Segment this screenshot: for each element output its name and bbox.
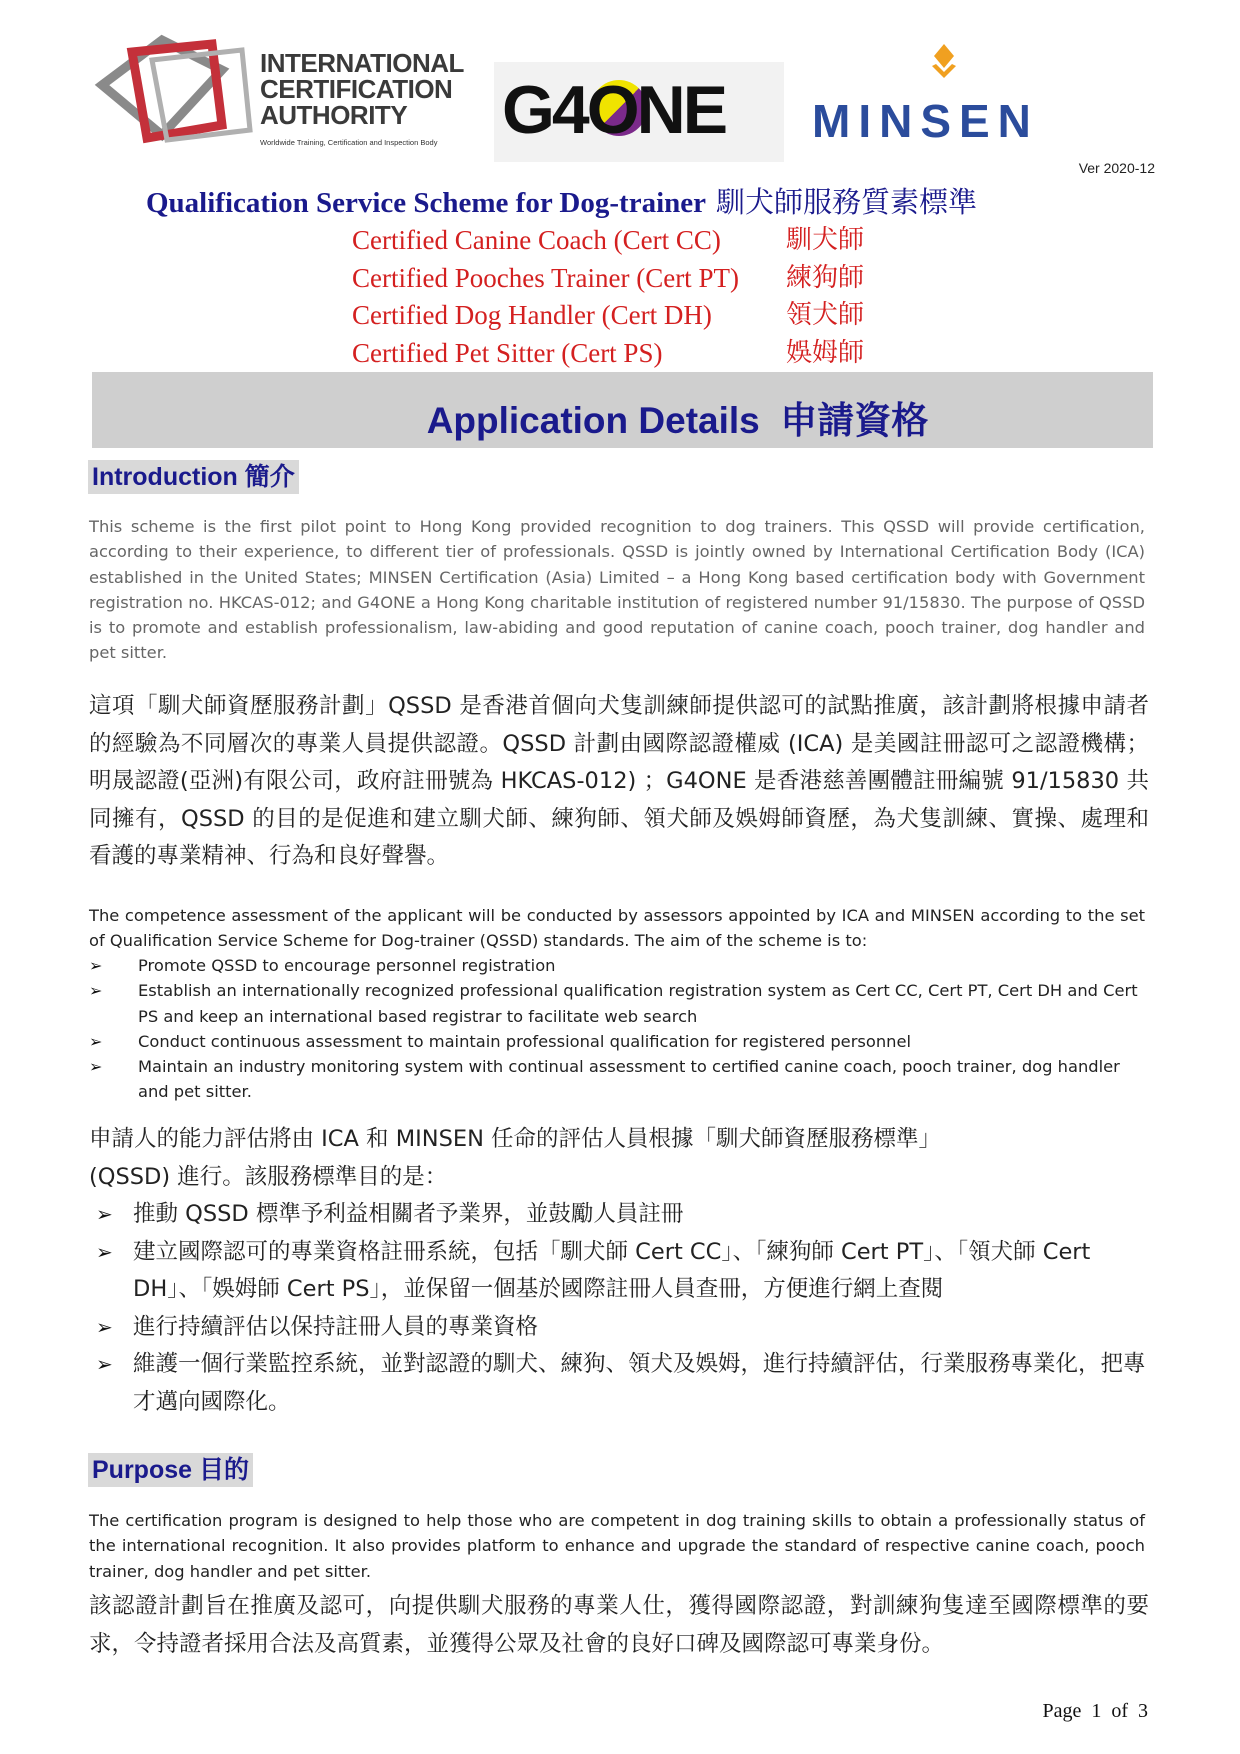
purpose-heading: Purpose 目的 xyxy=(88,1453,253,1487)
list-item-text: Conduct continuous assessment to maintain professional qualification for registered personnel xyxy=(138,1031,912,1051)
arrow-bullet-icon: ➢ xyxy=(89,956,103,975)
application-details-banner xyxy=(92,372,1153,448)
arrow-bullet-icon: ➢ xyxy=(89,1057,103,1077)
list-item xyxy=(89,978,1149,1029)
list-item-text: 維護一個行業監控系統，並對認證的馴犬、練狗、領犬及娛姆，進行持續評估，行業服務專業化，把專才邁向國際化。 xyxy=(133,1351,1146,1415)
cert-row xyxy=(352,297,864,335)
banner-title: Application Details 申請資格 xyxy=(426,400,929,441)
cert-name-zh: 娛姆師 xyxy=(786,337,865,368)
cert-name-en: Certified Canine Coach (Cert CC) xyxy=(352,225,721,255)
list-item-text: 推動 QSSD 標準予利益相關者予業界，並鼓勵人員註冊 xyxy=(133,1201,684,1227)
list-item xyxy=(96,1346,1154,1421)
list-item xyxy=(89,953,1149,978)
minsen-diamond-icon xyxy=(924,42,964,82)
assessment-zh-line-1: 申請人的能力評估將由 ICA 和 MINSEN 任命的評估人員根據「馴犬師資歷服務標準」 xyxy=(89,1126,942,1152)
aims-list-en xyxy=(89,953,1149,1105)
arrow-bullet-icon: ➢ xyxy=(96,1352,113,1376)
list-item xyxy=(96,1309,1154,1347)
version-label: Ver 2020-12 xyxy=(1078,160,1155,176)
arrow-bullet-icon: ➢ xyxy=(89,1031,103,1051)
list-item-text: Establish an internationally recognized professional qualification registration system as Cert CC, Cert PT, Cert DH and Cert PS and keep an international based registrar to facilitate web search xyxy=(138,981,1138,1026)
arrow-bullet-icon: ➢ xyxy=(89,981,103,1001)
cert-row xyxy=(352,222,864,260)
minsen-logo xyxy=(812,42,1152,152)
g4one-logo xyxy=(494,62,784,162)
ica-tagline: Worldwide Training, Certification and Inspection Body xyxy=(260,138,438,147)
list-item xyxy=(96,1196,1154,1234)
ica-line-2: CERTIFICATION xyxy=(260,74,453,104)
g4one-logo-text: G4ONE xyxy=(502,72,726,148)
cert-name-zh: 練狗師 xyxy=(786,262,865,293)
list-item-text: 建立國際認可的專業資格註冊系統，包括「馴犬師 Cert CC」、「練狗師 Cert PT」、「領犬師 Cert DH」、「娛姆師 Cert PS」，並保留一個基於國際註冊人員查冊，方便進行網上查閱 xyxy=(133,1238,1091,1302)
list-item xyxy=(89,1029,1149,1054)
ica-line-1: INTERNATIONAL xyxy=(260,48,464,78)
cert-row xyxy=(352,260,864,298)
cert-row xyxy=(352,335,864,373)
scheme-title-zh: 馴犬師服務質素標準 xyxy=(716,185,978,219)
cert-name-en: Certified Pet Sitter (Cert PS) xyxy=(352,337,663,368)
cert-name-zh: 馴犬師 xyxy=(786,225,865,255)
ica-logo xyxy=(92,30,472,150)
ica-mark-icon xyxy=(92,30,257,148)
introduction-paragraph-zh: 這項「馴犬師資歷服務計劃」QSSD 是香港首個向犬隻訓練師提供認可的試點推廣，該計劃將根據申請者的經驗為不同層次的專業人員提供認證。QSSD 計劃由國際認證權威 (ICA) 是美國註冊認可之認證機構；明晟認證(亞洲)有限公司，政府註冊號為 HKCAS-012) ；G4ONE 是香港慈善團體註冊編號 91/15830 共同擁有，QSSD 的目的是促進和建立馴犬師、練狗師、領犬師及娛姆師資歷，為犬隻訓練、實操、處理和看護的專業精神、行為和良好聲譽。 xyxy=(89,693,1149,869)
ica-logo-text xyxy=(260,50,464,128)
arrow-bullet-icon: ➢ xyxy=(96,1314,113,1339)
purpose-paragraph-zh: 該認證計劃旨在推廣及認可，向提供馴犬服務的專業人仕，獲得國際認證，對訓練狗隻達至國際標準的要求，令持證者採用合法及高質素，並獲得公眾及社會的良好口碑及國際認可專業身份。 xyxy=(89,1593,1149,1657)
list-item-text: Promote QSSD to encourage personnel registration xyxy=(138,956,556,975)
introduction-heading: Introduction 簡介 xyxy=(88,460,299,494)
arrow-bullet-icon: ➢ xyxy=(96,1202,113,1226)
arrow-bullet-icon: ➢ xyxy=(96,1239,113,1264)
scheme-title xyxy=(146,180,977,221)
aims-list-zh xyxy=(96,1196,1154,1421)
minsen-logo-text: MINSEN xyxy=(812,95,1039,147)
assessment-paragraph-en: The competence assessment of the applicant will be conducted by assessors appointed by ICA and MINSEN according to the set of Qualification Service Scheme for Dog-trainer (QSSD) standards. The aim of the scheme is to: xyxy=(89,906,1145,951)
scheme-title-en: Qualification Service Scheme for Dog-trainer xyxy=(146,187,706,219)
header-logos xyxy=(92,22,1152,152)
introduction-paragraph-en: This scheme is the first pilot point to Hong Kong provided recognition to dog trainers. This QSSD will provide certification, according to their experience, to different tier of professionals. QSSD is jointly owned by International Certification Body (ICA) established in the United States; MINSEN Certification (Asia) Limited – a Hong Kong based certification body with Government registration no. HKCAS-012; and G4ONE a Hong Kong charitable institution of registered number 91/15830. The purpose of QSSD is to promote and establish professionalism, law-abiding and good reputation of canine coach, pooch trainer, dog handler and pet sitter. xyxy=(89,517,1145,663)
cert-name-zh: 領犬師 xyxy=(786,300,865,330)
list-item-text: Maintain an industry monitoring system with continual assessment to certified canine coach, pooch trainer, dog handler and pet sitter. xyxy=(138,1057,1120,1102)
cert-list xyxy=(352,222,864,372)
list-item xyxy=(96,1234,1154,1309)
cert-name-en: Certified Dog Handler (Cert DH) xyxy=(352,300,712,330)
assessment-paragraph-zh xyxy=(89,1121,1149,1196)
purpose-paragraph-en: The certification program is designed to help those who are competent in dog training skills to obtain a professionally status of the international recognition. It also provides platform to enhance and upgrade the standard of respective canine coach, pooch trainer, dog handler and pet sitter. xyxy=(89,1511,1145,1581)
page-number: Page 1 of 3 xyxy=(1042,1700,1148,1722)
list-item-text: 進行持續評估以保持註冊人員的專業資格 xyxy=(133,1313,539,1340)
list-item xyxy=(89,1054,1149,1105)
assessment-zh-line-2: (QSSD) 進行。該服務標準目的是： xyxy=(89,1163,448,1190)
cert-name-en: Certified Pooches Trainer (Cert PT) xyxy=(352,262,739,293)
ica-line-3: AUTHORITY xyxy=(260,100,408,130)
